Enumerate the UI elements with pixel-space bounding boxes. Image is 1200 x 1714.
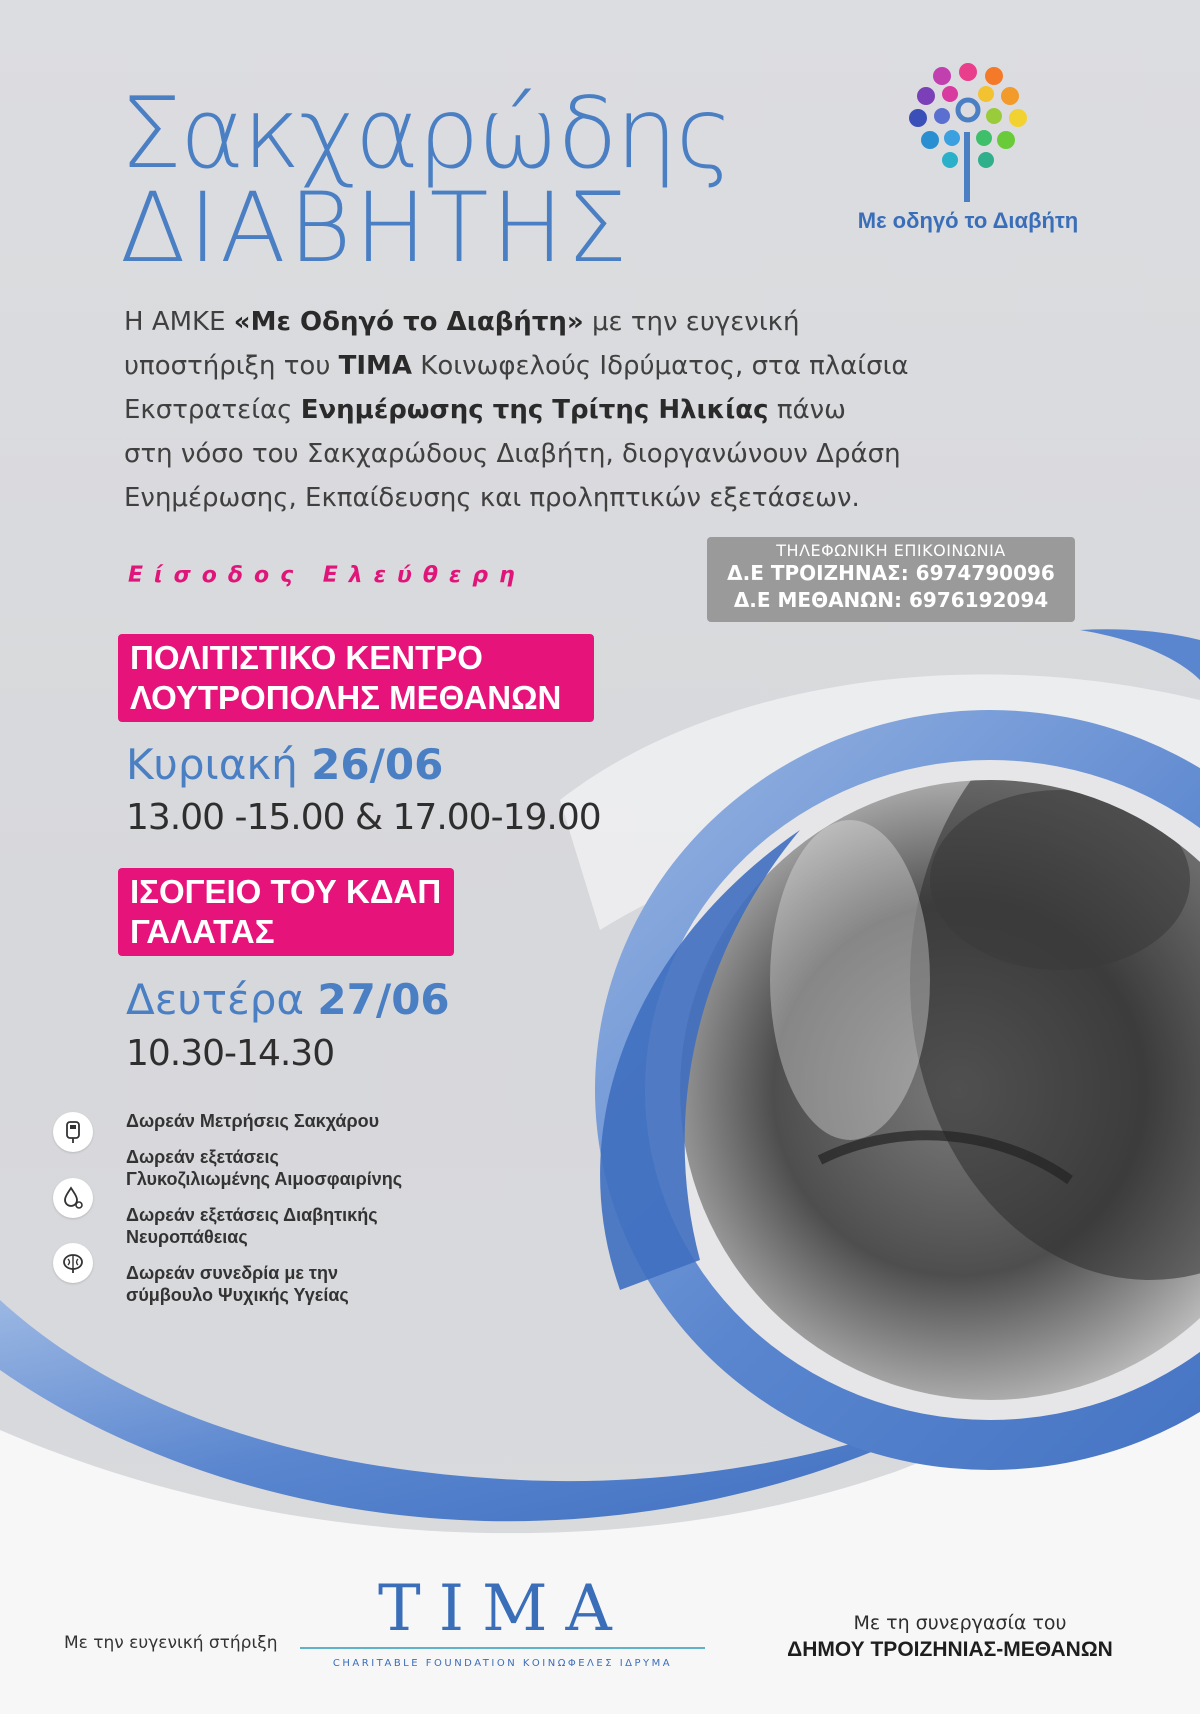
tima-divider bbox=[300, 1647, 705, 1649]
service-line: Δωρεάν εξετάσεις bbox=[126, 1147, 279, 1167]
venue-1-line-2: ΛΟΥΤΡΟΠΟΛΗΣ ΜΕΘΑΝΩΝ bbox=[130, 679, 562, 716]
event-1-date-number: 26/06 bbox=[311, 740, 444, 789]
intro-text: πάνω bbox=[768, 395, 846, 425]
venue-1-badge bbox=[118, 634, 594, 722]
contact-methana: Δ.Ε ΜΕΘΑΝΩΝ: 6976192094 bbox=[733, 588, 1049, 612]
contact-troizina: Δ.Ε ΤΡΟΙΖΗΝΑΣ: 6974790096 bbox=[727, 561, 1055, 585]
intro-paragraph bbox=[124, 300, 1064, 520]
service-line: Δωρεάν συνεδρία με την bbox=[126, 1263, 338, 1283]
event-1-date bbox=[126, 740, 443, 789]
contact-title: ΤΗΛΕΦΩΝΙΚΗ ΕΠΙΚΟΙΝΩΝΙΑ bbox=[776, 541, 1006, 560]
organization-logo bbox=[838, 62, 1098, 233]
list-item bbox=[126, 1204, 556, 1248]
intro-sponsor-name: ΤΙΜΑ bbox=[338, 351, 413, 381]
intro-text: Εκστρατείας bbox=[124, 395, 301, 425]
event-1-time: 13.00 -15.00 & 17.00-19.00 bbox=[126, 797, 601, 838]
service-line: σύμβουλο Ψυχικής Υγείας bbox=[126, 1285, 349, 1305]
venue-2-badge bbox=[118, 868, 454, 956]
service-line: Δωρεάν Μετρήσεις Σακχάρου bbox=[126, 1111, 380, 1131]
title-line-1: Σακχαρώδης bbox=[120, 77, 732, 191]
intro-line-2 bbox=[124, 344, 1064, 388]
intro-text: υποστήριξη του bbox=[124, 351, 339, 381]
intro-text: Η ΑΜΚΕ bbox=[124, 307, 234, 337]
event-2-date-number: 27/06 bbox=[317, 975, 450, 1024]
intro-text: με την ευγενική bbox=[583, 307, 800, 337]
tima-subtitle: CHARITABLE FOUNDATION ΚΟΙΝΩΦΕΛΕΣ ΙΔΡΥΜΑ bbox=[332, 1658, 673, 1669]
free-entry-label: Είσοδος Ελεύθερη bbox=[128, 563, 526, 588]
event-2-date bbox=[126, 975, 450, 1024]
logo-caption: Με οδηγό το Διαβήτη bbox=[857, 208, 1079, 233]
services-list bbox=[126, 1110, 556, 1320]
heart-tree-icon bbox=[838, 62, 1098, 202]
blood-drop-icon bbox=[53, 1178, 93, 1218]
intro-text: Κοινωφελούς Ιδρύματος, στα πλαίσια bbox=[412, 351, 909, 381]
title-line-2: ΔΙΑΒΗΤΗΣ bbox=[120, 172, 631, 284]
brain-icon bbox=[53, 1243, 93, 1283]
partner-label: Με τη συνεργασία του bbox=[853, 1612, 1067, 1634]
phone-contact-box bbox=[707, 537, 1075, 622]
intro-line-3 bbox=[124, 388, 1064, 432]
list-item bbox=[126, 1110, 556, 1132]
intro-line-1 bbox=[124, 300, 1064, 344]
service-line: Δωρεάν εξετάσεις Διαβητικής bbox=[126, 1205, 378, 1225]
intro-line-5: Ενημέρωσης, Εκπαίδευσης και προληπτικών εξετάσεων. bbox=[124, 483, 860, 513]
glucose-meter-icon bbox=[53, 1112, 93, 1152]
list-item bbox=[126, 1146, 556, 1190]
service-line: Νευροπάθειας bbox=[126, 1227, 248, 1247]
venue-2-line-2: ΓΑΛΑΤΑΣ bbox=[130, 913, 275, 950]
intro-campaign-name: Ενημέρωσης της Τρίτης Ηλικίας bbox=[300, 395, 769, 425]
event-2-time: 10.30-14.30 bbox=[126, 1033, 335, 1074]
partner-name: ΔΗΜΟΥ ΤΡΟΙΖΗΝΙΑΣ-ΜΕΘΑΝΩΝ bbox=[787, 1638, 1113, 1661]
venue-1-line-1: ΠΟΛΙΤΙΣΤΙΚΟ ΚΕΝΤΡΟ bbox=[130, 639, 483, 676]
event-1-day: Κυριακή bbox=[126, 740, 312, 789]
tima-wordmark: ΤΙΜΑ bbox=[378, 1572, 630, 1646]
intro-org-name: «Με Οδηγό το Διαβήτη» bbox=[233, 307, 584, 337]
list-item bbox=[126, 1262, 556, 1306]
venue-2-line-1: ΙΣΟΓΕΙΟ ΤΟΥ ΚΔΑΠ bbox=[130, 873, 442, 910]
event-2-day: Δευτέρα bbox=[126, 975, 318, 1024]
sponsor-label: Με την ευγενική στήριξη bbox=[64, 1633, 278, 1653]
intro-line-4: στη νόσο του Σακχαρώδους Διαβήτη, διοργανώνουν Δράση bbox=[124, 439, 901, 469]
service-line: Γλυκοζιλιωμένης Αιμοσφαιρίνης bbox=[126, 1169, 403, 1189]
